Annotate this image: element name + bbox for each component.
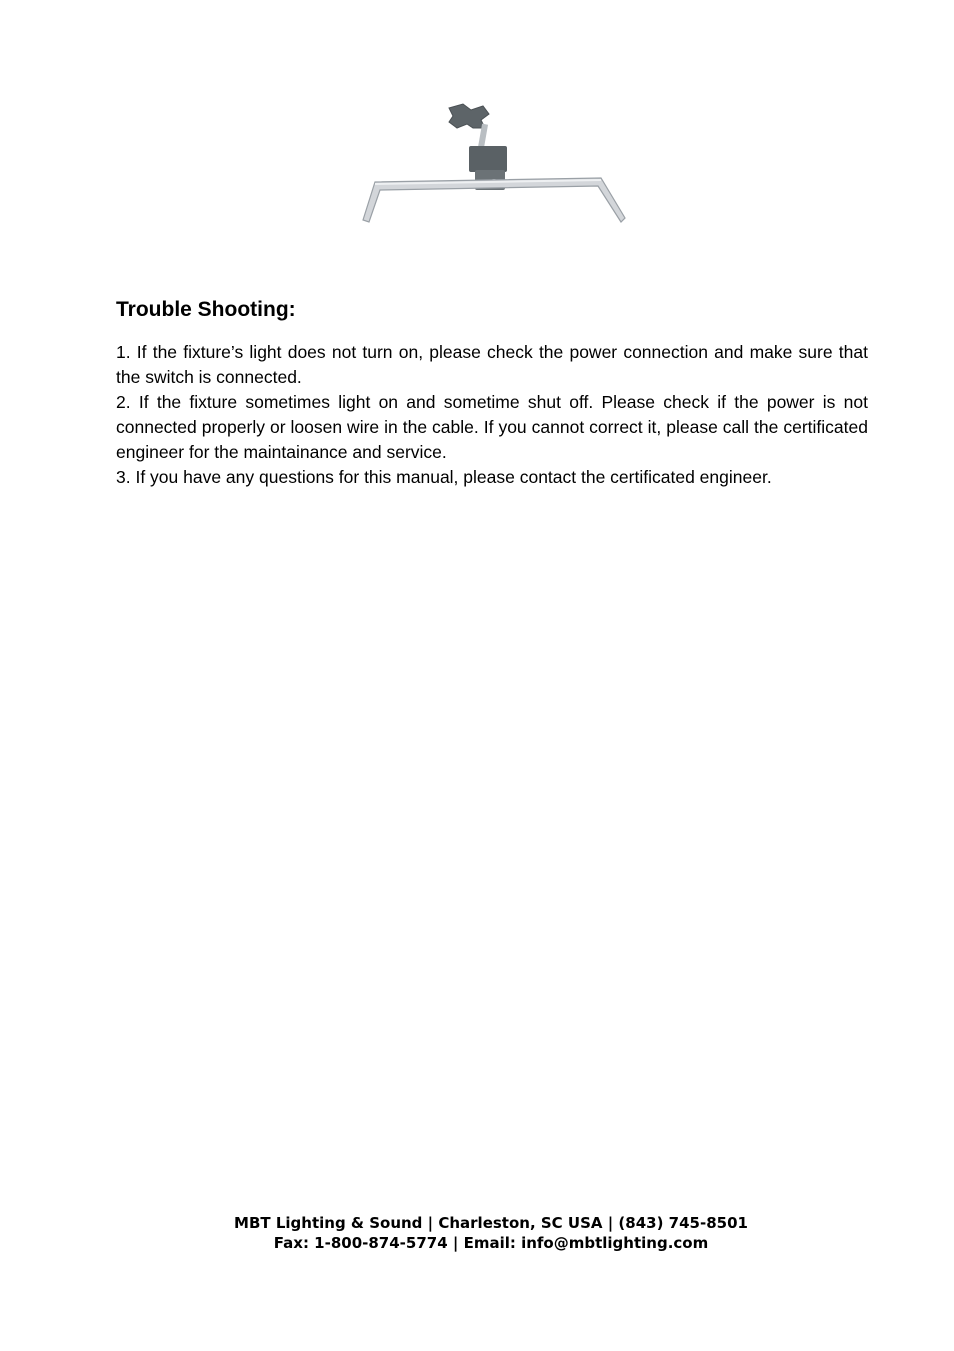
section-heading: Trouble Shooting:	[116, 298, 296, 321]
mounting-bracket-icon	[355, 98, 633, 228]
footer	[0, 1213, 954, 1253]
footer-fax-email-line: Fax: 1-800-874-5774 | Email: info@mbtlighting.com	[273, 1234, 709, 1252]
troubleshooting-item-2: 2. If the fixture sometimes light on and sometime shut off. Please check if the power is not connected properly or loosen wire in the cable. If you cannot correct it, please call the certificated engineer for the maintainance and service.	[116, 392, 868, 462]
troubleshooting-item-3: 3. If you have any questions for this manual, please contact the certificated engineer.	[116, 467, 772, 487]
footer-contact-line: MBT Lighting & Sound | Charleston, SC USA | (843) 745-8501	[234, 1214, 748, 1232]
troubleshooting-item-1: 1. If the fixture’s light does not turn on, please check the power connection and make sure that the switch is connected.	[116, 342, 868, 387]
trouble-shooting-section	[116, 296, 868, 490]
